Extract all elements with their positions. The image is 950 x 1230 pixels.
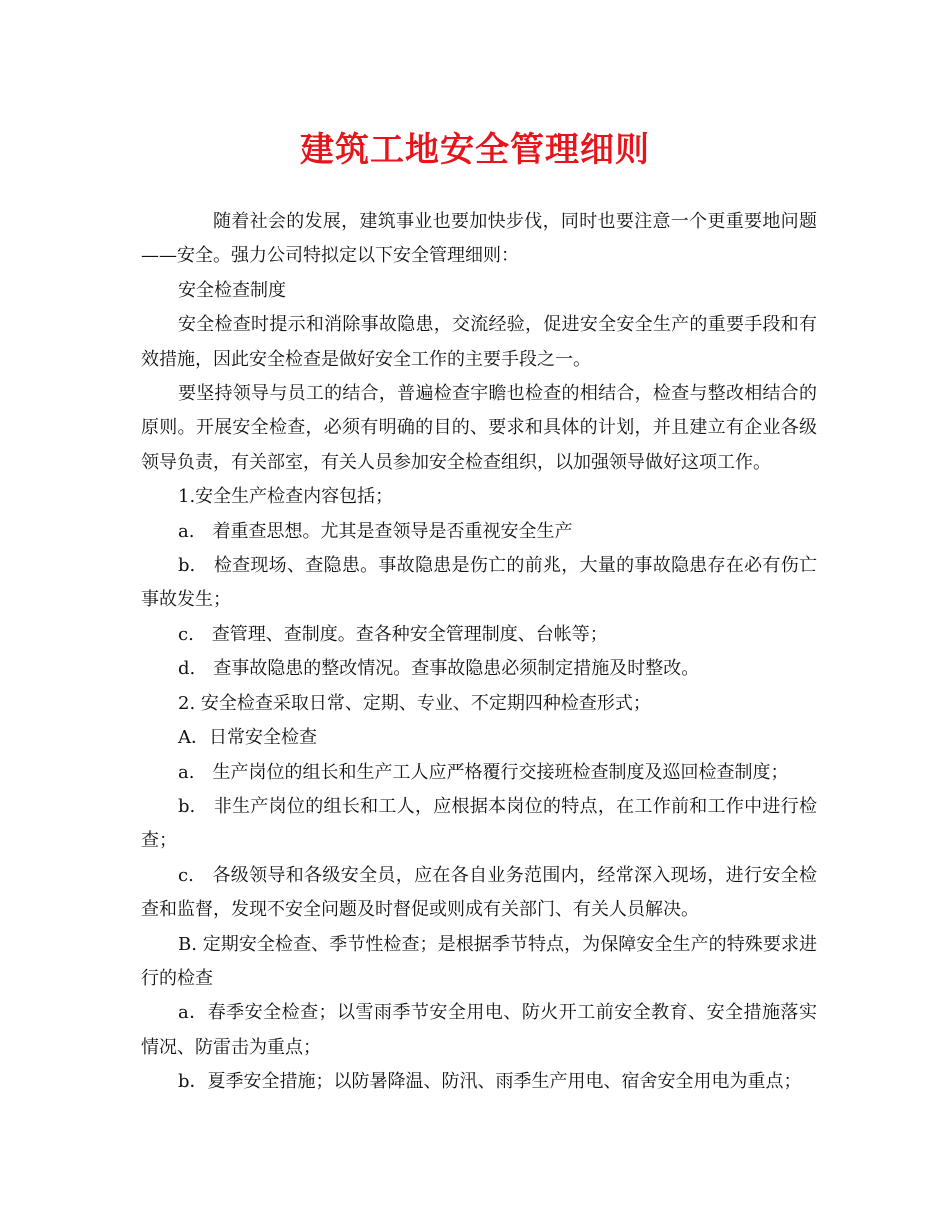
subsection-heading: B. 定期安全检查、季节性检查；是根据季节特点，为保障安全生产的特殊要求进行的检查 (141, 933, 817, 989)
list-item: c. 各级领导和各级安全员，应在各自业务范围内，经常深入现场，进行安全检查和监督，发现不安全问题及时督促或则成有关部门、有关人员解决。 (141, 864, 817, 921)
list-item: b. 非生产岗位的组长和工人，应根据本岗位的特点，在工作前和工作中进行检查； (141, 795, 817, 852)
section-heading: 安全检查制度 (178, 279, 286, 301)
paragraph: 要坚持领导与员工的结合，普遍检查宇瞻也检查的相结合，检查与整改相结合的原则。开展安全检查，必须有明确的目的、要求和具体的计划，并且建立有企业各级领导负责，有关部室，有关人员参加安全检查组织，以加强领导做好这项工作。 (141, 383, 817, 473)
list-item: a. 着重查思想。尤其是查领导是否重视安全生产 (178, 520, 573, 542)
paragraph: 安全检查时提示和消除事故隐患，交流经验，促进安全安全生产的重要手段和有效措施，因此安全检查是做好安全工作的主要手段之一。 (141, 314, 817, 370)
document-body (141, 205, 817, 1100)
list-item: b. 检查现场、查隐患。事故隐患是伤亡的前兆，大量的事故隐患存在必有伤亡事故发生； (141, 555, 817, 611)
list-item: b．夏季安全措施；以防暑降温、防汛、雨季生产用电、宿舍安全用电为重点； (178, 1071, 802, 1093)
list-item: a. 生产岗位的组长和生产工人应严格覆行交接班检查制度及巡回检查制度； (178, 761, 789, 783)
list-item: d. 查事故隐患的整改情况。查事故隐患必须制定措施及时整改。 (178, 658, 700, 680)
list-item: a．春季安全检查；以雪雨季节安全用电、防火开工前安全教育、安全措施落实情况、防雷击为重点； (141, 1002, 817, 1058)
document-title: 建筑工地安全管理细则 (300, 130, 650, 170)
paragraph-intro: 随着社会的发展，建筑事业也要加快步伐，同时也要注意一个更重要地问题——安全。强力公司特拟定以下安全管理细则： (141, 211, 817, 267)
list-heading: 1.安全生产检查内容包括； (178, 486, 394, 508)
list-item: c. 查管理、查制度。查各种安全管理制度、台帐等； (178, 623, 608, 645)
subsection-heading: A．日常安全检查 (178, 727, 317, 749)
list-heading: 2. 安全检查采取日常、定期、专业、不定期四种检查形式； (178, 692, 651, 714)
